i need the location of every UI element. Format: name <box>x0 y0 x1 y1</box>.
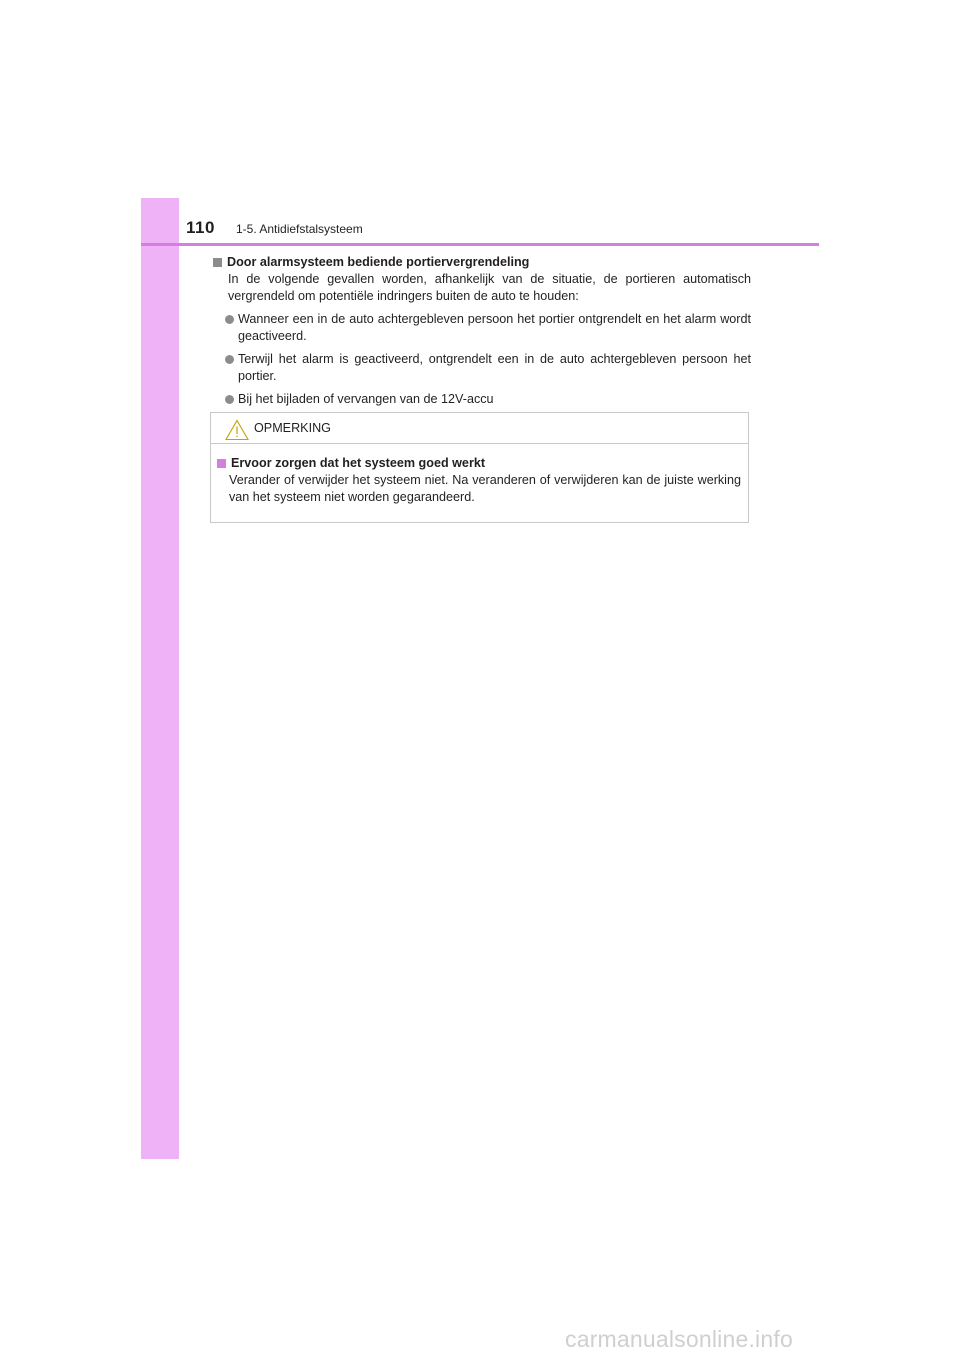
square-icon <box>213 258 222 267</box>
main-content <box>211 254 751 408</box>
section-heading <box>211 254 751 271</box>
side-tab <box>141 198 179 1159</box>
list-item-text: Terwijl het alarm is geactiveerd, ontgrendelt een in de auto achtergebleven persoon het portier. <box>238 352 751 383</box>
list-item <box>225 311 751 345</box>
notice-body <box>215 455 741 506</box>
notice-box <box>210 412 749 523</box>
warning-triangle-icon <box>225 419 249 441</box>
notice-header <box>211 413 748 444</box>
notice-paragraph: Verander of verwijder het systeem niet. Na veranderen of verwijderen kan de juiste werking van het systeem niet worden gegarandeerd. <box>229 473 741 504</box>
section-title: 1-5. Antidiefstalsysteem <box>236 222 363 236</box>
notice-heading-text: Ervoor zorgen dat het systeem goed werkt <box>231 456 486 470</box>
square-icon <box>217 459 226 468</box>
list-item <box>225 351 751 385</box>
page-number: 110 <box>186 218 215 237</box>
notice-label: OPMERKING <box>254 421 331 435</box>
list-item <box>225 391 751 408</box>
watermark: carmanualsonline.info <box>565 1326 793 1352</box>
intro-paragraph: In de volgende gevallen worden, afhankelijk van de situatie, de portieren automatisch vergrendeld om potentiële indringers buiten de auto te houden: <box>228 272 751 303</box>
header-rule <box>141 243 819 246</box>
list-item-text: Wanneer een in de auto achtergebleven persoon het portier ontgrendelt en het alarm wordt geactiveerd. <box>238 312 751 343</box>
list-item-text: Bij het bijladen of vervangen van de 12V-accu <box>238 392 494 406</box>
section-heading-text: Door alarmsysteem bediende portiervergrendeling <box>227 255 530 269</box>
notice-heading <box>215 455 741 472</box>
dot-icon <box>225 315 234 324</box>
dot-icon <box>225 355 234 364</box>
dot-icon <box>225 395 234 404</box>
